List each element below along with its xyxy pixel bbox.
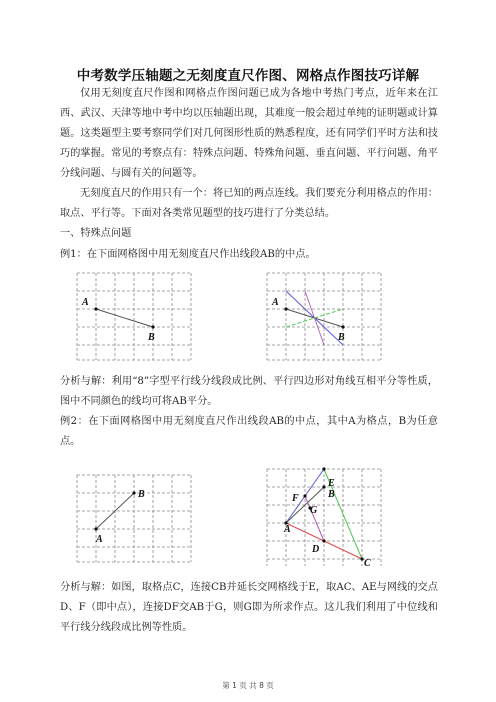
point-d-label: D	[312, 544, 320, 555]
analysis1-paragraph: 分析与解：利用“8”字型平行线分线段成比例、平行四边形对角线互相平分等性质，图中不同颜色的线均可将AB平分。	[60, 376, 438, 407]
point-e-label: E	[328, 478, 335, 489]
point-b-label: B	[338, 332, 345, 343]
point-b-label: B	[148, 332, 155, 343]
point-b-label: B	[328, 489, 335, 500]
page-title: 中考数学压轴题之无刻度直尺作图、网格点作图技巧详解	[76, 68, 420, 84]
purple-line	[305, 291, 324, 345]
intro-paragraph: 仅用无刻度直尺作图和网格点作图问题已成为各地中考热门考点，近年来在江西、武汉、天津等地中考中均以压轴题出现，其难度一般会超过单纯的证明题或计算题。这类题型主要考察同学们对几何图形性质的熟悉程度，还有同学们平时方法和技巧的掌握。常见的考察点有：特殊点问题、特殊角问题、垂直问题、平行问题、角平分线问题、与圆有关的问题等。	[60, 88, 438, 179]
point-b-label: B	[138, 489, 145, 500]
figure2-right-grid	[264, 466, 388, 570]
section-heading: 一、特殊点问题	[60, 228, 132, 239]
analysis2-paragraph: 分析与解：如图，取格点C，连接CB并延长交网格线于E，取AC、AE与网线的交点D、F（即中点），连接DF交AB于G，则G即为所求作点。这儿我们利用了中位线和平行线分线段成比例等性质。	[60, 582, 438, 633]
figure1-right-grid	[264, 270, 388, 362]
segment-ab	[96, 309, 153, 327]
example1-text: 例1：在下面网格图中用无刻度直尺作出线段AB的中点。	[60, 249, 316, 260]
point-a-label: A	[272, 297, 279, 308]
point-g-label: G	[310, 505, 318, 516]
role-paragraph: 无刻度直尺的作用只有一个：将已知的两点连线。我们要充分利用格点的作用：取点、平行等。下面对各类常见题型的技巧进行了分类总结。	[60, 188, 438, 219]
line-df	[305, 496, 324, 541]
page-footer: 第 1 页 共 8 页	[222, 681, 274, 690]
point-a-label: A	[96, 534, 103, 545]
figure2-left-grid	[74, 472, 198, 564]
figure1-left-grid	[74, 270, 198, 362]
example2-text: 例2：在下面网格图中用无刻度直尺作出线段AB的中点，其中A为格点，B为任意点。	[60, 416, 438, 447]
point-a-label: A	[82, 297, 89, 308]
point-c-label: C	[364, 558, 371, 569]
point-a-label: A	[284, 524, 291, 535]
point-f-label: F	[292, 493, 299, 504]
